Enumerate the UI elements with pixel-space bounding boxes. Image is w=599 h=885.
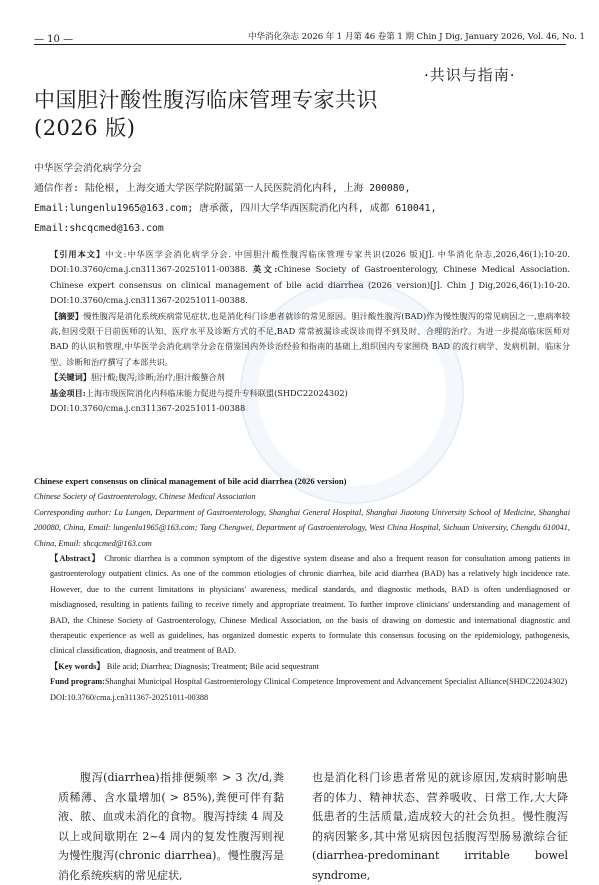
citation <box>34 247 570 309</box>
abstract-cn <box>34 309 570 371</box>
body-column-right <box>312 768 568 885</box>
journal-running-header: 中华消化杂志 2026 年 1 月第 46 卷第 1 期 Chin J Dig, January 2026, Vol. 46, No. 1 <box>248 32 585 42</box>
abstract-cn-text: 慢性腹泻是消化系统疾病常见症状,也是消化科门诊患者就诊的常见原因。胆汁酸性腹泻(BAD)作为慢性腹泻的常见病因之一,患病率较高,但因受限于目前医师的认知、医疗水平及诊断方式的不足,BAD 常常被漏诊或误诊而得不到及时、合理的治疗。为进一步提高临床医师对 BAD 的认识和管理,中华医学会消化病学分会在借鉴国内外诊治经验和指南的基础上,组织国内专家围绕 BAD 的流行病学、发病机制、临床分型、诊断和治疗撰写了本部共识。 <box>50 310 570 367</box>
fund-cn-text: 上海市级医院消化内科临床能力促进与提升专科联盟(SHDC22024302) <box>85 387 348 398</box>
citation-label: 【引用本文】 <box>50 249 106 259</box>
abstract-cn-label: 【摘要】 <box>50 310 84 321</box>
fund-cn-label: 基金项目: <box>50 387 86 398</box>
abstract-en-text: Chronic diarrhea is a common symptom of the digestive system disease and also a frequent reason for consultation among patients in gastroenterology outpatient clinics. As one of the common etiologies of chronic diarrhea, bile acid diarrhea (BAD) has a relatively high incidence rate. However, due to the current limitations in physicians' awareness, medical standards, and diagnostic methods, BAD is often underdiagnosed or misdiagnosed, resulting in patients failing to receive timely and appropriate treatment. To further improve clinicians' understanding and management of BAD, the Chinese Society of Gastroenterology, Chinese Medical Association, on the basis of drawing on domestic and international diagnostic and therapeutic experience as well as guidelines, has organized domestic experts to formulate this consensus focusing on the epidemiology, pathogenesis, clinical classification, diagnosis, and treatment of BAD. <box>50 554 571 656</box>
english-title: Chinese expert consensus on clinical management of bile acid diarrhea (2026 version) <box>34 476 347 486</box>
fund-en-text: Shanghai Municipal Hospital Gastroenterology Clinical Competence Improvement and Advancement Specialist Alliance(SHDC22024302) <box>104 677 568 687</box>
keywords-cn-text: 胆汁酸;腹泻;诊断;治疗;胆汁酸螯合剂 <box>90 372 225 383</box>
english-abstract <box>34 474 570 705</box>
keywords-cn <box>34 370 570 385</box>
abstract-en-label: 【Abstract】 <box>50 554 102 564</box>
title-line-1: 中国胆汁酸性腹泻临床管理专家共识 <box>34 88 378 112</box>
citation-en: Chinese Society of Gastroenterology, Chinese Medical Association. Chinese expert consensus on clinical management of bile acid diarrhea (2026 version)[J]. Chin J Dig,2026,46(1):10-20. DOI:10.3760/cma.j.cn311367-20251011-00388. <box>50 264 570 306</box>
body-column-left <box>58 768 284 885</box>
corresponding-author-3: Email:shcqcmed@163.com <box>34 223 164 234</box>
citation-cn: 中文:中华医学会消化病学分会. 中国胆汁酸性腹泻临床管理专家共识(2026 版)[J]. 中华消化杂志,2026,46(1):10-20. DOI:10.3760/cma.j.cn311367-20251011-00388. <box>50 249 570 275</box>
section-label: ·共识与指南· <box>424 66 516 84</box>
body-paragraph-left: 腹泻(diarrhea)指排便频率 > 3 次/d,粪质稀薄、含水量增加( > 85%),粪便可伴有黏液、脓、血或未消化的食物。腹泻持续 4 周及以上或间歇期在 2~4 周内的复发性腹泻则视为慢性腹泻(chronic diarrhea)。慢性腹泻是消化系统疾病的常见症状, <box>58 771 284 882</box>
keywords-en <box>34 659 570 674</box>
author-block <box>34 159 570 239</box>
keywords-en-label: 【Key words】 <box>50 661 105 671</box>
citation-en-label: 英文: <box>252 264 278 275</box>
doi-cn: DOI:10.3760/cma.j.cn311367-20251011-00388 <box>50 403 246 414</box>
abstract-en <box>34 551 570 659</box>
body-paragraph-right: 也是消化科门诊患者常见的就诊原因,发病时影响患者的体力、精神状态、营养吸收、日常工作,大大降低患者的生活质量,造成较大的社会负担。慢性腹泻的病因繁多,其中常见病因包括腹泻型肠易激综合征(diarrhea-predominant irritable bowel syndrome, <box>312 771 568 882</box>
fund-en <box>34 674 570 689</box>
corresponding-author-2: Email:lungenlu1965@163.com; 唐承薇, 四川大学华西医院消化内科, 成都 610041, <box>34 203 437 214</box>
page-number: — 10 — <box>34 34 74 45</box>
keywords-en-text: Bile acid; Diarrhea; Diagnosis; Treatment; Bile acid sequestrant <box>106 661 319 671</box>
fund-cn <box>34 386 570 401</box>
corresponding-author-1: 通信作者: 陆伦根, 上海交通大学医学院附属第一人民医院消化内科, 上海 200080, <box>34 183 411 194</box>
keywords-cn-label: 【关键词】 <box>50 372 91 383</box>
chinese-abstract <box>34 247 570 416</box>
doi-en: DOI:10.3760/cma.j.cn311367-20251011-00388 <box>50 692 209 702</box>
english-corresponding: Corresponding author: Lu Lungen, Department of Gastroenterology, Shanghai General Hospital, Shanghai Jiaotong University School of Medicine, Shanghai 200080, China, Email: lungenlu1965@163.com; Tang Chengwei, Department of Gastroenterology, West China Hospital, Sichuan University, Chengdu 610041, China, Email: shcqcmed@163.com <box>34 507 570 548</box>
page-title <box>34 86 464 142</box>
author-org: 中华医学会消化病学分会 <box>34 163 142 174</box>
header-rule <box>34 44 566 45</box>
fund-en-label: Fund program: <box>50 677 105 687</box>
title-line-2: (2026 版) <box>34 116 136 140</box>
english-org: Chinese Society of Gastroenterology, Chinese Medical Association <box>34 492 256 502</box>
